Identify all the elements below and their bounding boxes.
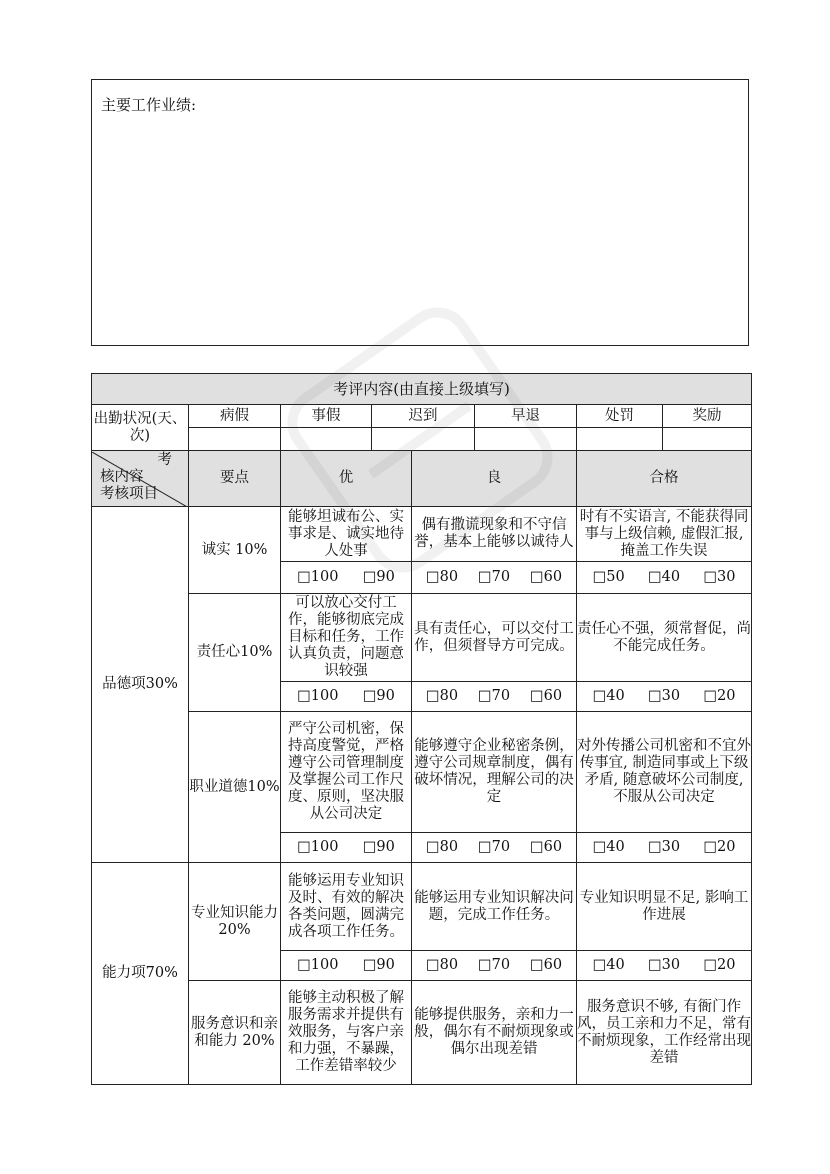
score-checkbox[interactable]: □40 <box>647 569 681 585</box>
table-title: 考评内容(由直接上级填写) <box>92 374 752 405</box>
score-options-good <box>412 951 577 981</box>
score-checkbox[interactable]: □30 <box>703 569 736 585</box>
score-options-pass <box>577 833 752 863</box>
header-excellent: 优 <box>281 451 412 507</box>
score-checkbox[interactable]: □70 <box>477 688 511 704</box>
score-options-good <box>412 562 577 594</box>
score-options-excellent <box>281 562 412 594</box>
item-name: 诚实 10% <box>189 507 281 594</box>
score-checkbox[interactable]: □40 <box>592 688 625 704</box>
criteria-good: 能够运用专业知识解决问题，完成工作任务。 <box>412 863 577 951</box>
attendance-col-penalty: 处罚 <box>577 405 663 428</box>
attendance-input-penalty[interactable] <box>577 428 663 451</box>
item-name: 责任心10% <box>189 594 281 712</box>
attendance-col-early: 早退 <box>475 405 577 428</box>
criteria-excellent: 能够坦诚布公、实事求是、诚实地待人处事 <box>281 507 412 562</box>
criteria-pass: 责任心不强，须常督促，尚不能完成任务。 <box>577 594 752 682</box>
header-diagonal-cell <box>92 451 189 507</box>
score-checkbox[interactable]: □30 <box>647 688 681 704</box>
score-checkbox[interactable]: □70 <box>477 839 511 855</box>
attendance-input-late[interactable] <box>372 428 475 451</box>
criteria-good: 能够提供服务，亲和力一般，偶尔有不耐烦现象或偶尔出现差错 <box>412 981 577 1085</box>
criteria-excellent: 能够运用专业知识及时、有效的解决各类问题，圆满完成各项工作任务。 <box>281 863 412 951</box>
score-checkbox[interactable]: □30 <box>647 957 681 973</box>
attendance-input-sick[interactable] <box>189 428 281 451</box>
criteria-pass: 专业知识明显不足, 影响工作进展 <box>577 863 752 951</box>
score-checkbox[interactable]: □60 <box>529 839 563 855</box>
score-checkbox[interactable]: □80 <box>425 957 459 973</box>
attendance-col-late: 迟到 <box>372 405 475 428</box>
criteria-good: 偶有撒谎现象和不守信誉，基本上能够以诚待人 <box>412 507 577 562</box>
criteria-pass: 时有不实语言, 不能获得同事与上级信赖, 虚假汇报, 掩盖工作失误 <box>577 507 752 562</box>
score-checkbox[interactable]: □80 <box>425 688 459 704</box>
attendance-col-personal: 事假 <box>281 405 372 428</box>
item-name: 服务意识和亲和能力 20% <box>189 981 281 1085</box>
score-checkbox[interactable]: □20 <box>703 688 736 704</box>
attendance-input-early[interactable] <box>475 428 577 451</box>
item-name: 职业道德10% <box>189 712 281 863</box>
score-options-excellent <box>281 682 412 712</box>
criteria-excellent: 严守公司机密，保持高度警觉，严格遵守公司管理制度及掌握公司工作尺度、原则，坚决服从公司决定 <box>281 712 412 833</box>
criteria-good: 具有责任心，可以交付工作，但须督导方可完成。 <box>412 594 577 682</box>
score-checkbox[interactable]: □50 <box>592 569 625 585</box>
attendance-input-reward[interactable] <box>663 428 752 451</box>
score-checkbox[interactable]: □80 <box>425 569 459 585</box>
evaluation-table <box>91 373 752 1085</box>
attendance-label: 出勤状况(天、次) <box>92 405 189 451</box>
criteria-excellent: 可以放心交付工作，能够彻底完成目标和任务，工作认真负责，问题意识较强 <box>281 594 412 682</box>
score-options-pass <box>577 562 752 594</box>
diag-bottom-text: 考核项目 <box>100 485 158 502</box>
score-options-excellent <box>281 951 412 981</box>
work-achievements-label: 主要工作业绩: <box>101 96 197 114</box>
score-checkbox[interactable]: □100 <box>297 957 339 973</box>
score-options-excellent <box>281 833 412 863</box>
score-options-pass <box>577 951 752 981</box>
score-checkbox[interactable]: □90 <box>362 688 395 704</box>
work-achievements-box[interactable] <box>91 79 749 346</box>
score-checkbox[interactable]: □90 <box>362 569 395 585</box>
header-good: 良 <box>412 451 577 507</box>
score-checkbox[interactable]: □40 <box>592 839 625 855</box>
criteria-pass: 对外传播公司机密和不宜外传事宜, 制造同事或上下级矛盾, 随意破坏公司制度, 不服从公司决定 <box>577 712 752 833</box>
score-checkbox[interactable]: □100 <box>297 839 339 855</box>
score-options-good <box>412 833 577 863</box>
group-label-ability: 能力项70% <box>92 863 189 1085</box>
score-checkbox[interactable]: □60 <box>529 957 563 973</box>
criteria-pass: 服务意识不够, 有衙门作风，员工亲和力不足，常有不耐烦现象，工作经常出现差错 <box>577 981 752 1085</box>
score-checkbox[interactable]: □100 <box>297 688 339 704</box>
score-checkbox[interactable]: □70 <box>477 569 511 585</box>
item-name: 专业知识能力 20% <box>189 863 281 981</box>
score-checkbox[interactable]: □30 <box>647 839 681 855</box>
score-options-pass <box>577 682 752 712</box>
criteria-excellent: 能够主动积极了解服务需求并提供有效服务，与客户亲和力强，不暴躁，工作差错率较少 <box>281 981 412 1085</box>
score-checkbox[interactable]: □40 <box>592 957 625 973</box>
score-checkbox[interactable]: □70 <box>477 957 511 973</box>
score-checkbox[interactable]: □90 <box>362 957 395 973</box>
header-pass: 合格 <box>577 451 752 507</box>
attendance-col-reward: 奖励 <box>663 405 752 428</box>
diag-top-text: 考 <box>157 451 172 468</box>
score-checkbox[interactable]: □20 <box>703 839 736 855</box>
score-checkbox[interactable]: □90 <box>362 839 395 855</box>
score-checkbox[interactable]: □100 <box>297 569 339 585</box>
criteria-good: 能够遵守企业秘密条例，遵守公司规章制度，偶有破坏情况，理解公司的决定 <box>412 712 577 833</box>
header-points: 要点 <box>189 451 281 507</box>
score-options-good <box>412 682 577 712</box>
score-checkbox[interactable]: □60 <box>529 569 563 585</box>
diag-mid-text: 核内容 <box>100 468 144 485</box>
score-checkbox[interactable]: □60 <box>529 688 563 704</box>
attendance-col-sick: 病假 <box>189 405 281 428</box>
group-label-moral: 品德项30% <box>92 507 189 863</box>
attendance-input-personal[interactable] <box>281 428 372 451</box>
score-checkbox[interactable]: □80 <box>425 839 459 855</box>
score-checkbox[interactable]: □20 <box>703 957 736 973</box>
